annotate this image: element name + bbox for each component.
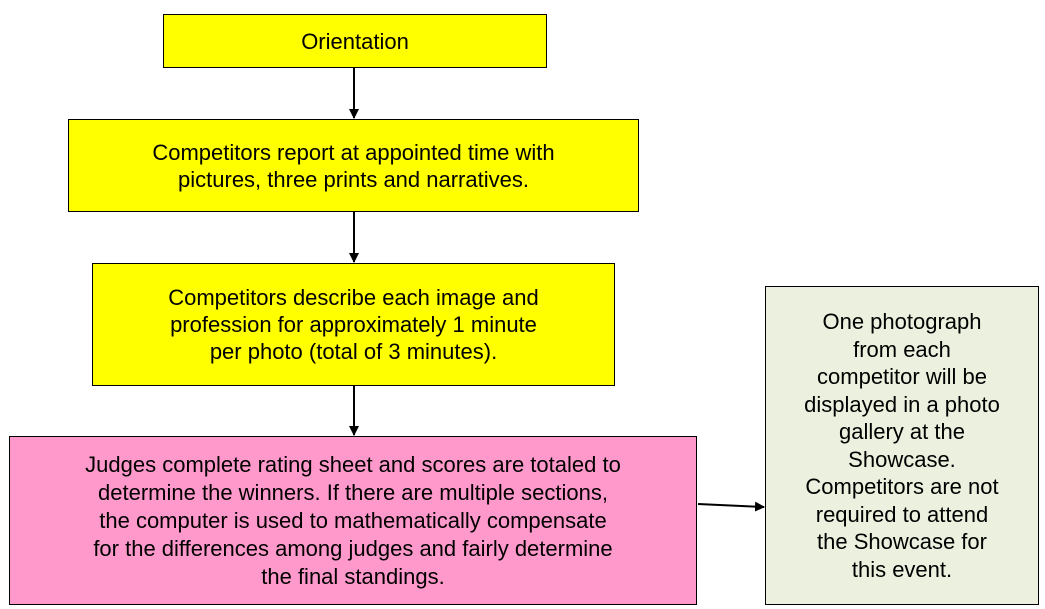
judges-rating-box	[9, 436, 697, 605]
photo-gallery-box	[765, 286, 1039, 605]
competitors-report-box	[68, 119, 639, 212]
competitors-describe-text: Competitors describe each image and profession for approximately 1 minute per photo (total of 3 minutes).	[168, 285, 539, 364]
arrow-judges-to-gallery	[698, 504, 764, 507]
orientation-box	[163, 14, 547, 68]
competitors-describe-box	[92, 263, 615, 386]
photo-gallery-text: One photograph from each competitor will be displayed in a photo gallery at the Showcase. Competitors are not required to attend the Showcase for this event.	[804, 309, 1000, 582]
competitors-report-text: Competitors report at appointed time with pictures, three prints and narratives.	[152, 139, 555, 192]
judges-rating-text: Judges complete rating sheet and scores are totaled to determine the winners. If there are multiple sections, the computer is used to mathematically compensate for the differences among judges and fairly determine the final standings.	[85, 451, 621, 589]
orientation-text: Orientation	[301, 28, 409, 54]
